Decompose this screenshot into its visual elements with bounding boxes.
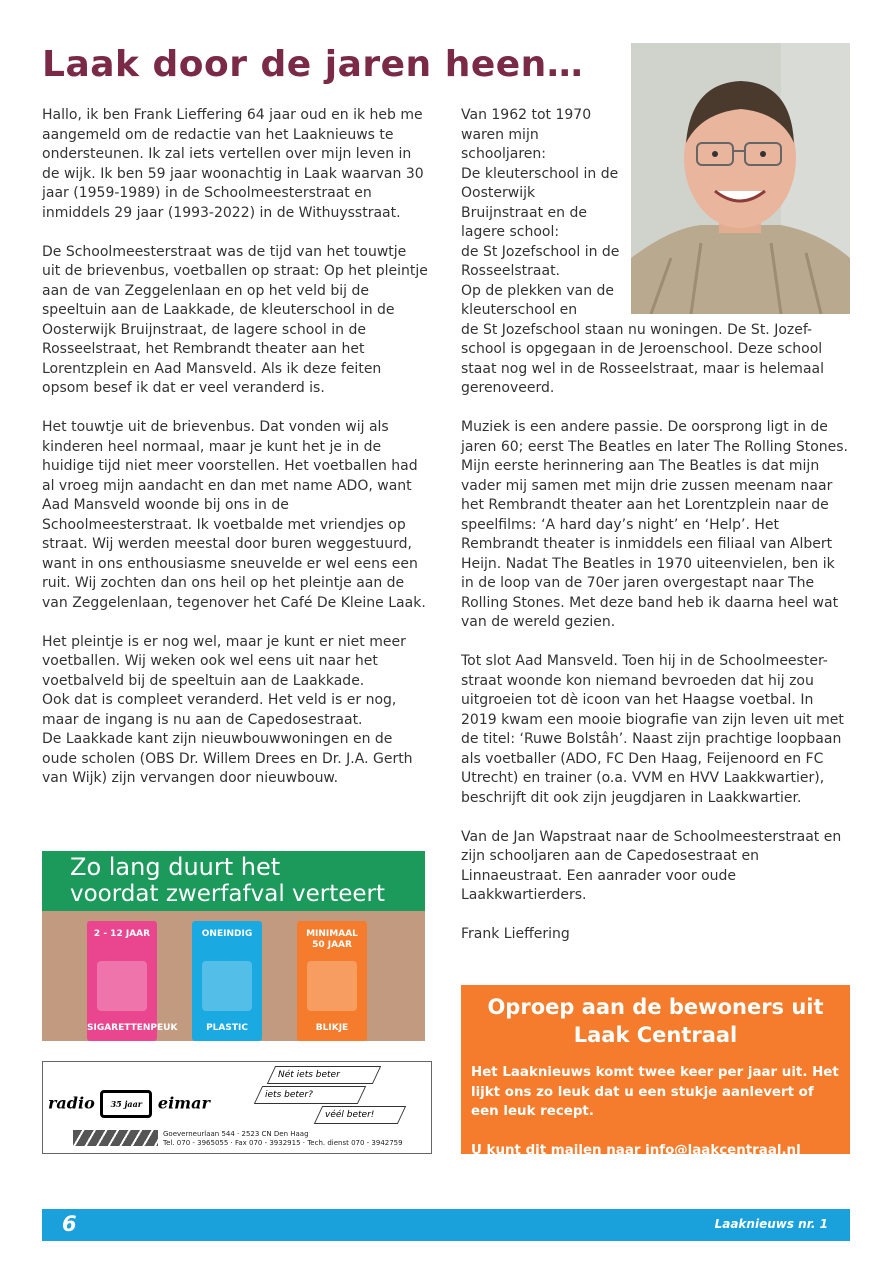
article-title: Laak door de jaren heen… (42, 44, 584, 85)
slogan-box (314, 1106, 406, 1124)
radio-eimar-logo (48, 1090, 210, 1118)
article-paragraph: De Schoolmeesterstraat was de tijd van het touwtje uit de brievenbus, voetballen op straat: Op het pleintje aan de van Zeggelenlaan en op het veld bij de speeltuin aan de Laakkade, de kleuterschool in de Oosterwijk Bruijnstraat, de lagere school in de Rosseelstraat, het Rembrandt theater aan het Lorentzplein en Aad Mansveld. Als ik deze feiten opsom besef ik dat er veel veranderd is. (42, 243, 428, 396)
radio-eimar-advertisement (42, 1061, 432, 1154)
slogan-text: véél beter! (325, 1110, 375, 1120)
slogan-box (254, 1086, 366, 1104)
slogan-box (267, 1066, 381, 1084)
oproep-email-line: U kunt dit mailen naar info@laakcentraal.nl (471, 1143, 801, 1158)
zwerfafval-banner (42, 851, 425, 911)
author-signature: Frank Lieffering (461, 926, 570, 942)
page-footer (42, 1209, 850, 1241)
article-paragraph: Tot slot Aad Mansveld. Toen hij in de Schoolmeester-straat woonde kon niemand bevroeden dat hij zou uitgroeien tot dè icoon van het Haagse voetbal. In 2019 kwam een mooie biografie van zijn leven uit met de titel: ‘Ruwe Bolstâh’. Naast zijn prachtige loopbaan als voetballer (ADO, FC Den Haag, Feijenoord en FC Utrecht) en trainer (o.a. VVM en HVV Laakkwartier), beschrijft dit ook zijn jeugdjaren in Laakkwartier. (461, 653, 844, 806)
slogan-text: Nét iets beter (278, 1070, 340, 1080)
article-paragraph: Van 1962 tot 1970 waren mijn schooljaren: De kleuterschool in de Oosterwijk Bruijnstraat en de lagere school: de St Jozefschool in de Rosseelstraat. Op de plekken van de kleuterschool en (461, 107, 620, 318)
address-line: Goeverneurlaan 544 · 2523 CN Den Haag (163, 1130, 309, 1138)
article-left-column (42, 106, 428, 808)
card-duration: 2 - 12 JAAR (93, 929, 151, 939)
logo-text-right: eimar (157, 1093, 210, 1113)
logo-badge: 35 jaar (100, 1090, 152, 1118)
can-icon (307, 961, 357, 1011)
cigarette-card (87, 921, 178, 1041)
issue-label: Laaknieuws nr. 1 (714, 1217, 828, 1231)
can-card (297, 921, 367, 1041)
page-number: 6 (62, 1212, 77, 1236)
logo-text-left: radio (48, 1093, 95, 1113)
article-paragraph: Hallo, ik ben Frank Lieffering 64 jaar oud en ik heb me aangemeld om de redactie van het Laaknieuws te ondersteunen. Ik zal iets vertellen over mijn leven in de wijk. Ik ben 59 jaar woonachtig in Laak waarvan 30 jaar (1959-1989) in de Schoolmeesterstraat en inmiddels 29 jaar (1993-2022) in de Withuysstraat. (42, 107, 424, 221)
article-paragraph: Het pleintje is er nog wel, maar je kunt er niet meer voetballen. Wij weken ook wel eens uit naar het voetbalveld bij de speeltuin aan de Laakkade. Ook dat is compleet veranderd. Het veld is er nog, maar de ingang is nu aan de Capedosestraat. De Laakkade kant zijn nieuwbouwwoningen en de oude scholen (OBS Dr. Willem Drees en Dr. J.A. Gerth van Wijk) zijn vervangen door nieuwbouw. (42, 633, 413, 786)
card-label: PLASTIC (206, 1023, 248, 1033)
plastic-card (192, 921, 262, 1041)
article-paragraph: Van de Jan Wapstraat naar de Schoolmeesterstraat en zijn schooljaren aan de Capedosestraat en Linnaeustraat. Een aanrader voor oude Laakkwartierders. (461, 828, 842, 903)
zwerfafval-headline: Zo lang duurt het (70, 853, 281, 881)
oproep-heading: Oproep aan de bewoners uit Laak Centraal (487, 995, 824, 1047)
article-right-column (461, 106, 851, 964)
oproep-body (471, 1063, 840, 1180)
oproep-paragraph: Het Laaknieuws komt twee keer per jaar uit. Het lijkt ons zo leuk dat u een stukje aanlevert of een leuk recept. (471, 1065, 839, 1119)
article-paragraph: Muziek is een andere passie. De oorsprong ligt in de jaren 60; eerst The Beatles en later The Rolling Stones. Mijn eerste herinnering aan The Beatles is dat mijn vader mij samen met mijn drie zussen meenam naar het Rembrandt theater aan het Lorentzplein naar de speelfilms: ‘A hard day’s night’ en ‘Help’. Het Rembrandt theater is inmiddels een filiaal van Albert Heijn. Nadat The Beatles in 1970 uiteenvielen, ben ik in de loop van de 70er jaren overgestapt naar The Rolling Stones. Met deze band heb ik daarna heel wat van de wereld gezien. (461, 419, 848, 630)
card-duration: MINIMAAL 50 JAAR (306, 929, 358, 950)
article-paragraph: Het touwtje uit de brievenbus. Dat vonden wij als kinderen heel normaal, maar je kunt het je in de huidige tijd niet meer voorstellen. Het voetballen had al vroeg mijn aandacht en dan met name ADO, want Aad Mansveld woonde bij ons in de Schoolmeesterstraat. Ik voetbalde met vriendjes op straat. Wij werden meestal door buren weggestuurd, want in ons enthousiasme sneuvelde er wel eens een ruit. Wij zochten dan ons heil op het pleintje aan de van Zeggelenlaan, tegenover het Café De Kleine Laak. (42, 419, 426, 611)
zwerfafval-subheadline: voordat zwerfafval verteert (70, 881, 386, 907)
plastic-bottle-icon (202, 961, 252, 1011)
slogan-text: iets beter? (265, 1090, 313, 1100)
zwerfafval-advertisement (42, 851, 425, 1041)
decorative-stripes (73, 1130, 158, 1146)
radio-address (163, 1130, 403, 1148)
oproep-callout-box (461, 985, 850, 1158)
article-paragraph: de St Jozefschool staan nu woningen. De St. Jozef-school is opgegaan in de Jeroenschool. Deze school staat nog wel in de Rosseelstraat, maar is helemaal gerenoveerd. (461, 321, 824, 396)
card-label: BLIKJE (315, 1023, 349, 1033)
phone-line: Tel. 070 - 3965055 · Fax 070 - 3932915 · Tech. dienst 070 - 3942759 (163, 1139, 403, 1147)
card-duration: ONEINDIG (201, 929, 253, 939)
cigarette-icon (97, 961, 147, 1011)
card-label: SIGARETTENPEUK (87, 1023, 178, 1033)
